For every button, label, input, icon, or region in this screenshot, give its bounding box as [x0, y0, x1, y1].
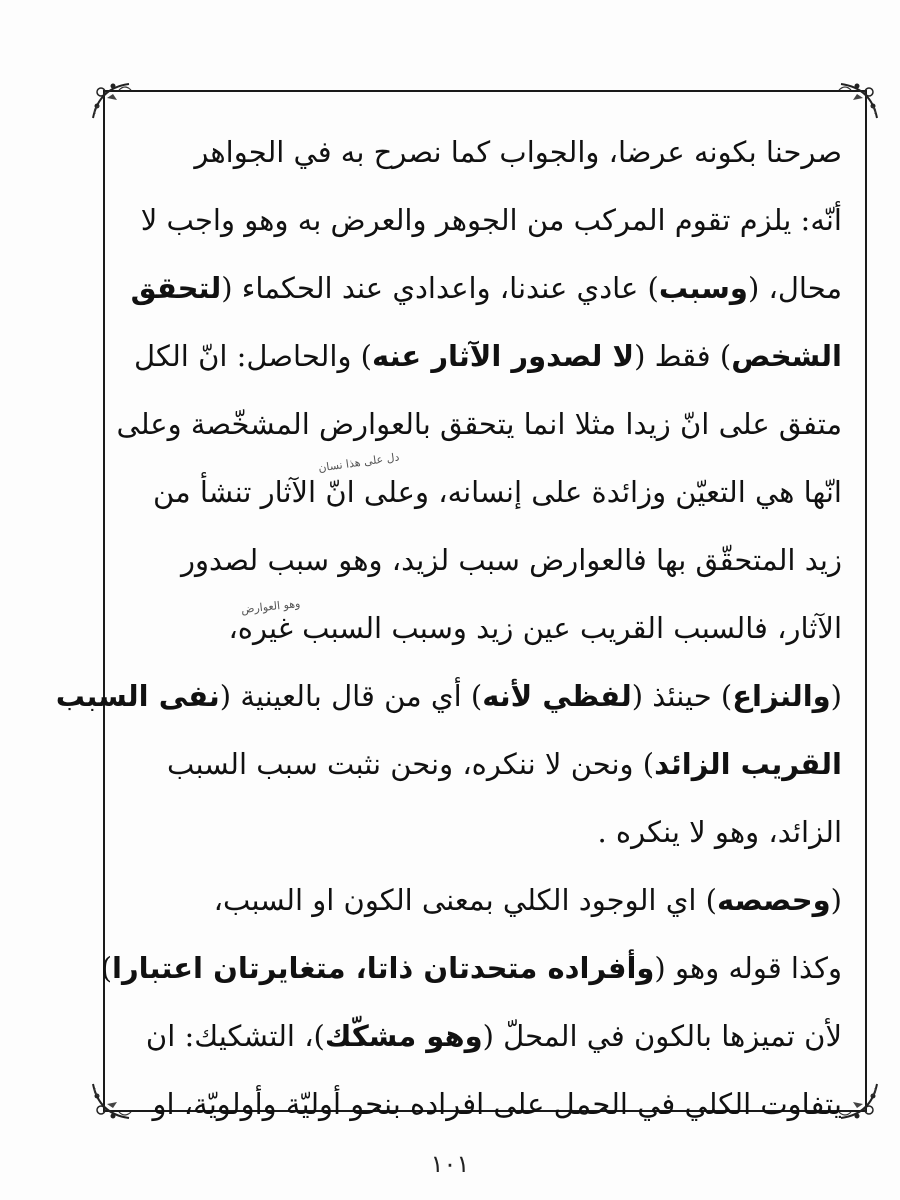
bold-matn-segment: وسبب	[658, 271, 748, 305]
text-segment: )، التشكيك: ان	[145, 1019, 325, 1053]
text-segment: ) أي من قال بالعينية (	[219, 679, 483, 713]
text-segment: ) عادي عندنا، واعدادي عند الحكماء (	[221, 271, 659, 305]
bold-matn-segment: نفى السبب	[55, 679, 220, 713]
bold-matn-segment: وحصصه	[717, 883, 831, 917]
text-line	[100, 934, 842, 1002]
bold-matn-segment: الشخص	[731, 339, 842, 373]
text-segment: انّها هي التعيّن وزائدة على إنسانه، وعلى انّ الآثار تنشأ من	[153, 475, 842, 509]
bold-matn-segment: وهو مشكّك	[324, 1019, 483, 1053]
text-segment: صرحنا بكونه عرضا، والجواب كما نصرح به في الجواهر	[194, 135, 842, 169]
text-segment: الزائد، وهو لا ينكره .	[597, 815, 842, 849]
text-segment: ) اي الوجود الكلي بمعنى الكون او السبب،	[213, 883, 717, 917]
bold-matn-segment: لا لصدور الآثار عنه	[372, 339, 635, 373]
bold-matn-segment: لتحقق	[130, 271, 222, 305]
page-number: ١٠١	[430, 1150, 470, 1178]
bold-matn-segment: والنزاع	[732, 679, 831, 713]
text-segment: )	[100, 951, 113, 985]
text-segment: أنّه: يلزم تقوم المركب من الجوهر والعرض به وهو واجب لا	[140, 203, 842, 237]
text-line	[130, 458, 842, 526]
text-line	[130, 118, 842, 186]
text-line	[130, 186, 842, 254]
text-segment: ) فقط (	[634, 339, 732, 373]
text-segment: ) ونحن لا ننكره، ونحن نثبت سبب السبب	[167, 747, 655, 781]
text-line	[130, 254, 842, 322]
text-segment: محال، (	[747, 271, 842, 305]
text-line	[55, 662, 842, 730]
text-line	[130, 866, 842, 934]
text-line	[130, 594, 842, 662]
text-segment: الآثار، فالسبب القريب عين زيد وسبب السبب غيره،	[228, 611, 842, 645]
handwritten-annotation: ﻭﻫﻮ ﺍﻟﻌﻮﺍﺭﺽ	[240, 596, 301, 617]
text-segment: وكذا قوله وهو (	[654, 951, 842, 985]
handwritten-annotation: ﺩﻝ ﻋﻠﻰ ﻫﺬﺍ ﻧﺴﺎﻥ	[317, 450, 401, 475]
text-line	[130, 730, 842, 798]
text-segment: (	[830, 883, 842, 917]
text-line	[130, 798, 842, 866]
body-text	[55, 118, 842, 1138]
text-segment: ) والحاصل: انّ الكل	[133, 339, 372, 373]
text-segment: زيد المتحقّق بها فالعوارض سبب لزيد، وهو سبب لصدور	[181, 543, 842, 577]
text-line	[116, 390, 842, 458]
text-segment: يتفاوت الكلي في الحمل على افراده بنحو أوليّة وأولويّة، او	[152, 1087, 842, 1121]
text-segment: لأن تميزها بالكون في المحلّ (	[482, 1019, 842, 1053]
text-line	[130, 1002, 842, 1070]
bold-matn-segment: القريب الزائد	[654, 747, 842, 781]
text-line	[130, 322, 842, 390]
text-segment: متفق على انّ زيدا مثلا انما يتحقق بالعوارض المشخّصة وعلى	[116, 407, 842, 441]
text-line	[130, 1070, 842, 1138]
text-segment: ) حينئذ (	[631, 679, 733, 713]
bold-matn-segment: لفظي لأنه	[482, 679, 632, 713]
text-line	[130, 526, 842, 594]
bold-matn-segment: وأفراده متحدتان ذاتا، متغايرتان اعتبارا	[112, 951, 655, 985]
text-segment: (	[830, 679, 842, 713]
